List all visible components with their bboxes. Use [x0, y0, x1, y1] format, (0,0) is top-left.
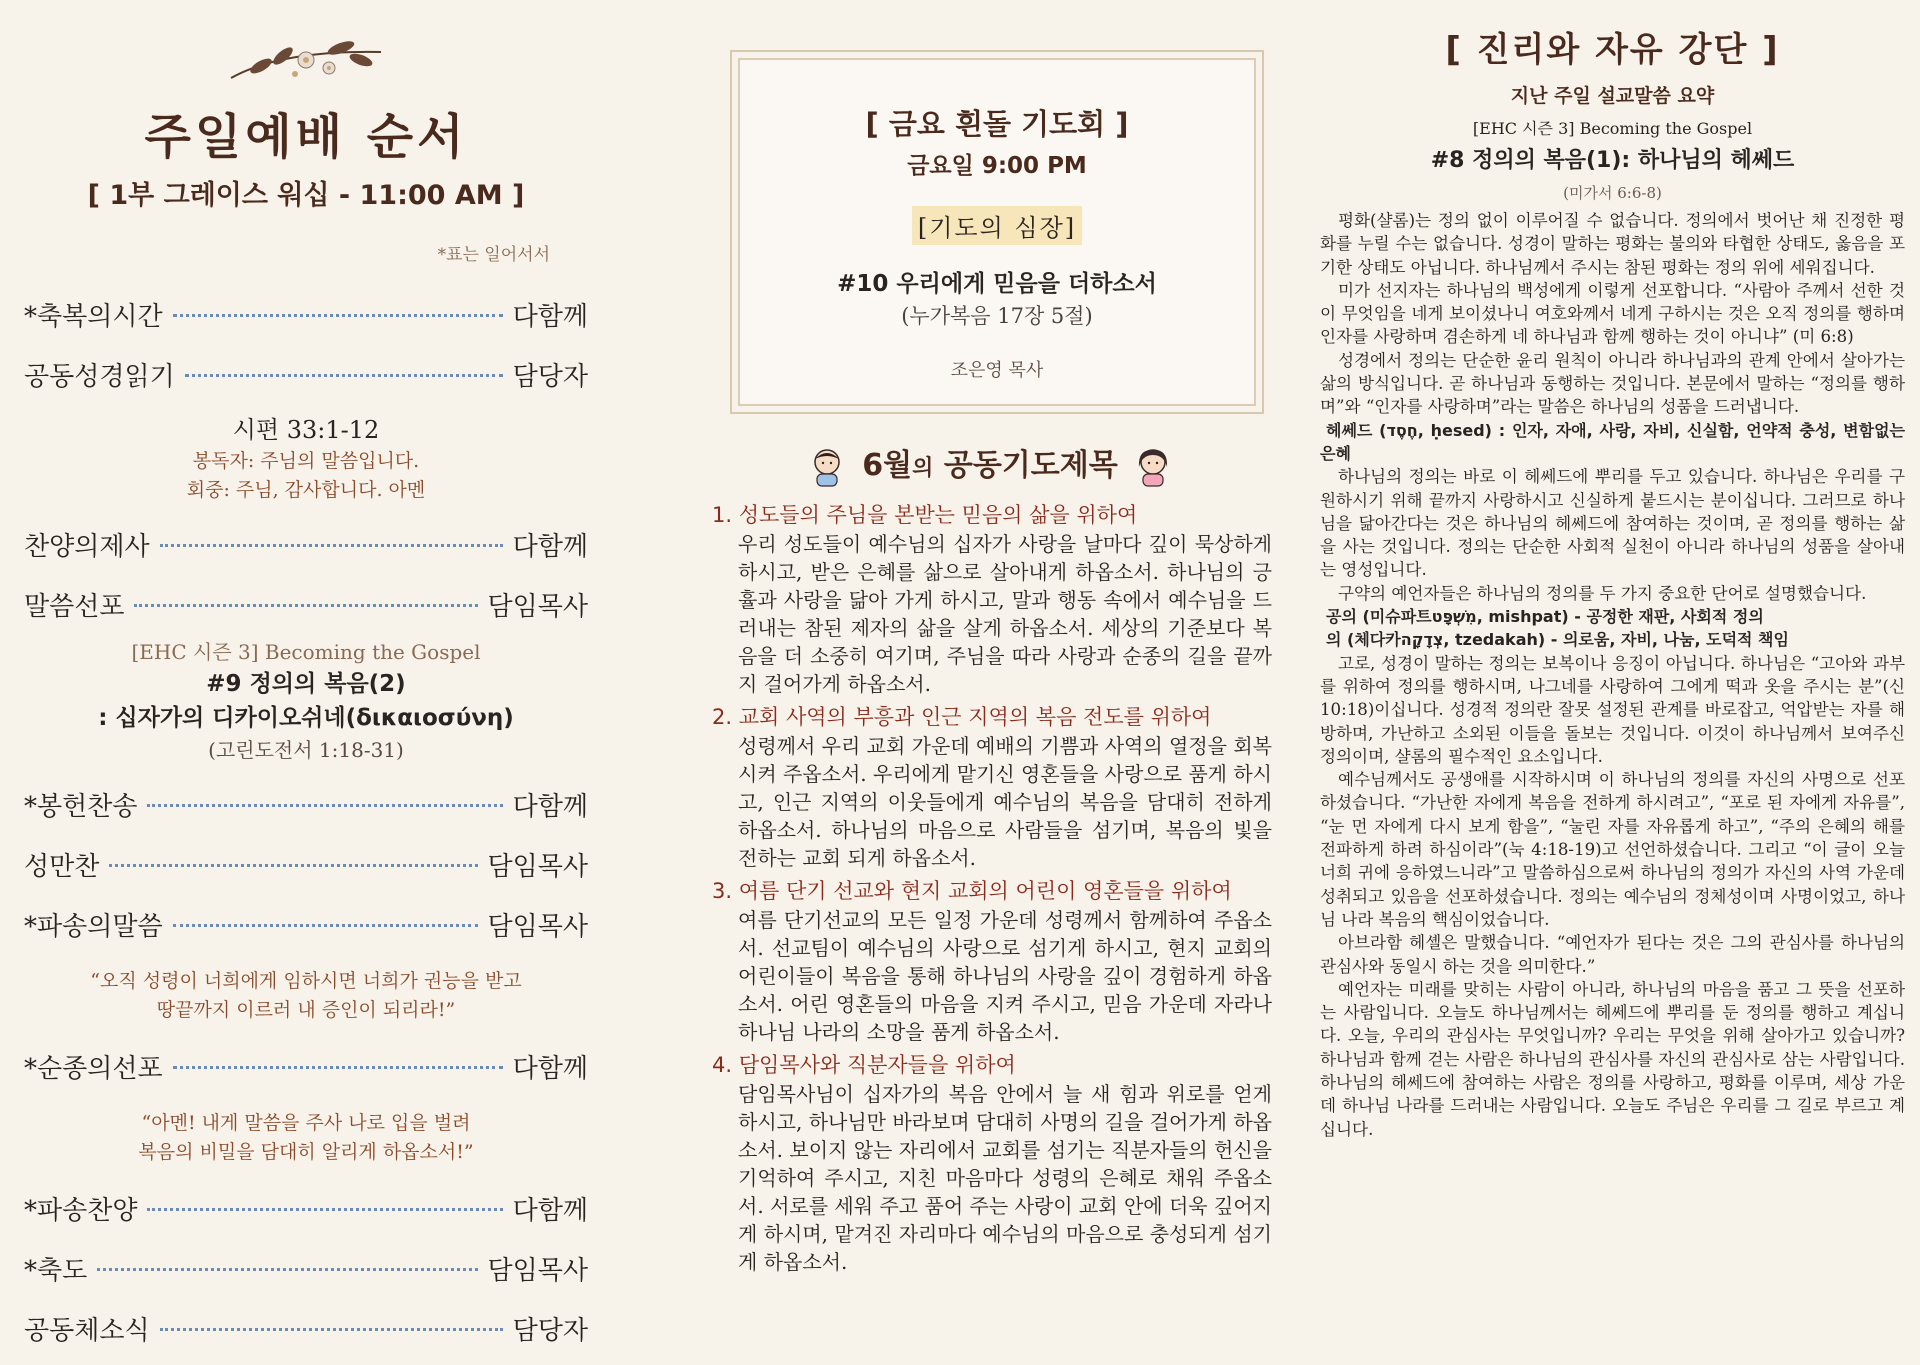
prayer-item-body: 담임목사님이 십자가의 복음 안에서 늘 새 힘과 위로를 얻게 하시고, 하나님만 바라보며 담대히 사명의 길을 걸어가게 하옵소서. 보이지 않는 자리에서 교회를 섬기는 직분자들의 헌신을 기억하여 주시고, 지친 마음마다 성령의 은혜로 채워 주옵소서. 서로를 세워 주고 품어 주는 사랑이 교회 안에 더욱 깊어지게 하시며, 맡겨진 자리마다 예수님의 마음으로 충성되게 섬기게 하옵소서.: [738, 1082, 1272, 1274]
order-label: 성만찬: [24, 852, 100, 882]
order-leader: 담임목사: [487, 592, 588, 622]
leader-dots: [160, 544, 503, 547]
sermon-ref: (고린도전서 1:18-31): [208, 738, 404, 762]
worship-order-column: [0, 0, 610, 1365]
prayer-item: [712, 702, 1272, 872]
order-row: [24, 517, 588, 577]
leader-dots: [109, 864, 477, 867]
obedience-quote: [24, 1109, 588, 1167]
order-label: *파송의말씀: [24, 912, 163, 942]
order-row: [24, 777, 588, 837]
leader-dots: [173, 924, 478, 927]
service-subtitle: [ 1부 그레이스 워십 - 11:00 AM ]: [87, 180, 525, 211]
summary-paragraph: 평화(샬롬)는 정의 없이 이루어질 수 없습니다. 정의에서 벗어난 채 진정한 평화를 누릴 수는 없습니다. 성경이 말하는 평화는 불의와 타협한 상태도, 옳음을 포기한 상태도 아닙니다. 하나님께서 주시는 참된 평화는 정의 위에 세워집니다.: [1320, 211, 1905, 277]
summary-paragraph: 예언자는 미래를 맞히는 사람이 아니라, 하나님의 마음을 품고 그 뜻을 선포하는 사람입니다. 오늘도 하나님께서는 헤쎄드에 뿌리를 둔 정의를 행하고 계십니다. 오늘, 우리의 관심사는 무엇입니까? 우리는 무엇을 위해 살아가고 있습니까? 하나님과 함께 걷는 사람은 하나님의 관심사를 자신의 관심사로 삼는 사람입니다. 하나님의 헤쎄드에 참여하는 사람은 정의를 사랑하고, 평화를 이루며, 세상 가운데 하나님 나라를 드러내는 사람입니다. 오늘도 주님은 우리를 그 길로 부르고 계십니다.: [1320, 979, 1905, 1139]
prayer-item-body: 우리 성도들이 예수님의 십자가 사랑을 날마다 깊이 묵상하게 하시고, 받은 은혜를 삶으로 살아내게 하옵소서. 하나님의 긍휼과 사랑을 닮아 가게 하시고, 말과 행동 속에서 예수님을 드러내는 참된 제자의 삶을 살게 하옵소서. 세상의 기준보다 복음을 더 소중히 여기며, 주님을 따라 사랑과 순종의 길을 끝까지 걸어가게 하옵소서.: [738, 532, 1272, 696]
prayer-heading-text: 공동기도제목: [943, 448, 1118, 483]
order-leader: 담당자: [512, 362, 588, 392]
order-label: *파송찬양: [24, 1196, 138, 1226]
order-row: [24, 287, 588, 347]
order-leader: 담당자: [512, 1316, 588, 1346]
order-row: [24, 1241, 588, 1301]
page-title: 주일예배 순서: [144, 109, 468, 165]
psalm-title: 시편 33:1-12: [232, 416, 380, 444]
prayer-item: [712, 1050, 1272, 1276]
prayer-heading: [700, 440, 1280, 487]
order-leader: 다함께: [512, 1196, 588, 1226]
friday-pastor: 조은영 목사: [950, 360, 1044, 381]
order-label: 공동체소식: [24, 1316, 150, 1346]
psalm-line: 봉독자: 주님의 말씀입니다.: [192, 450, 420, 472]
prayer-column: [700, 0, 1280, 1365]
friday-title: [ 금요 흰돌 기도회 ]: [865, 107, 1129, 141]
sermon-info: [24, 637, 588, 765]
summary-definition: 공의 (미슈파트מִשְׁפָּט, mishpat) - 공정한 재판, 사회적 정의: [1326, 607, 1764, 627]
order-leader: 담임목사: [487, 852, 588, 882]
summary-paragraph: 미가 선지자는 하나님의 백성에게 이렇게 선포합니다. “사람아 주께서 선한 것이 무엇임을 네게 보이셨나니 여호와께서 네게 구하시는 것은 오직 정의를 행하며 인자를 사랑하며 겸손하게 네 하나님과 함께 행하는 것이 아니냐” (미 6:8): [1320, 280, 1905, 347]
leader-dots: [185, 374, 503, 377]
summary-title: [ 진리와 자유 강단 ]: [1445, 30, 1780, 70]
leader-dots: [134, 604, 477, 607]
friday-message: #10 우리에게 믿음을 더하소서: [837, 271, 1157, 297]
summary-definition: 의 (체다카צְדָקָה, tzedakah) - 의로움, 자비, 나눔, 도덕적 책임: [1326, 630, 1789, 650]
order-row: [24, 1039, 588, 1099]
prayer-item: [712, 500, 1272, 698]
order-label: 공동성경읽기: [24, 362, 175, 392]
prayer-item-body: 성령께서 우리 교회 가운데 예배의 기쁨과 사역의 열정을 회복시켜 주옵소서. 우리에게 맡기신 영혼들을 사랑으로 품게 하시고, 인근 지역의 이웃들에게 예수님의 복음을 담대히 전하게 하옵소서. 하나님의 마음으로 사람들을 섬기며, 복음의 빛을 전하는 교회 되게 하옵소서.: [738, 734, 1272, 870]
prayer-item-body: 여름 단기선교의 모든 일정 가운데 성령께서 함께하여 주옵소서. 선교팀이 예수님의 사랑으로 섬기게 하시고, 현지 교회의 어린이들이 복음을 통해 하나님의 사랑을 깊이 경험하게 하옵소서. 어린 영혼들의 마음을 지켜 주시고, 믿음 가운데 자라나 하나님 나라의 소망을 품게 하옵소서.: [738, 908, 1272, 1044]
quote-line: “오직 성령이 너희에게 임하시면 너희가 권능을 받고: [90, 970, 522, 992]
sending-quote: [24, 967, 588, 1025]
order-leader: 다함께: [512, 302, 588, 332]
leader-dots: [97, 1268, 477, 1271]
summary-message: #8 정의의 복음(1): 하나님의 헤쎄드: [1430, 148, 1795, 173]
leader-dots: [173, 314, 503, 317]
leader-dots: [147, 1208, 502, 1211]
summary-series: [EHC 시즌 3] Becoming the Gospel: [1472, 119, 1753, 138]
order-label: *축복의시간: [24, 302, 163, 332]
friday-time: 금요일 9:00 PM: [907, 153, 1087, 179]
friday-tag: [기도의 심장]: [912, 206, 1082, 245]
order-label: 말씀선포: [24, 592, 125, 622]
floral-decoration-icon: [221, 30, 391, 92]
order-leader: 다함께: [512, 1054, 588, 1084]
quote-line: “아멘! 내게 말씀을 주사 나로 입을 벌려: [141, 1112, 471, 1134]
summary-subtitle: 지난 주일 설교말씀 요약: [1510, 85, 1715, 107]
summary-paragraph: 하나님의 정의는 바로 이 헤쎄드에 뿌리를 두고 있습니다. 하나님은 우리를 구원하시기 위해 끝까지 사랑하시고 신실하게 붙드시는 분이십니다. 그러므로 하나님을 닮아간다는 것은 하나님의 헤쎄드에 참여하는 것이며, 곧 정의를 행하는 삶을 사는 것입니다. 정의는 단순한 사회적 실천이 아니라 하나님의 성품을 살아내는 영성입니다.: [1320, 467, 1905, 580]
sermon-summary-column: [1320, 0, 1905, 1365]
friday-prayer-box: [730, 50, 1264, 414]
quote-line: 땅끝까지 이르러 내 증인이 되리라!”: [156, 999, 456, 1021]
prayer-item-title: 1. 성도들의 주님을 본받는 믿음의 삶을 위하여: [712, 503, 1138, 527]
order-label: 찬양의제사: [24, 532, 150, 562]
order-label: *순종의선포: [24, 1054, 163, 1084]
order-leader: 다함께: [512, 792, 588, 822]
prayer-item: [712, 876, 1272, 1046]
praying-boy-icon: [808, 447, 846, 487]
order-label: *봉헌찬송: [24, 792, 138, 822]
leader-dots: [147, 804, 502, 807]
friday-ref: (누가복음 17장 5절): [901, 304, 1093, 328]
summary-paragraph: 예수님께서도 공생애를 시작하시며 이 하나님의 정의를 자신의 사명으로 선포하셨습니다. “가난한 자에게 복음을 전하게 하시려고”, “포로 된 자에게 자유를”, “눈 먼 자에게 다시 보게 함을”, “눌린 자를 자유롭게 하고”, “주의 은혜의 해를 전파하게 하려 하심이라”(눅 4:18-19)고 선언하셨습니다. 그리고 “이 글이 오늘 너희 귀에 응하였느니라”고 말씀하심으로써 하나님의 정의가 자신의 사역 가운데 성취되고 있음을 선포하셨습니다. 정의는 예수님의 정체성이며 사명이었고, 하나님 나라 복음의 핵심이었습니다.: [1320, 770, 1905, 929]
leader-dots: [160, 1328, 503, 1331]
prayer-heading-month: 6월: [862, 448, 913, 483]
order-leader: 담임목사: [487, 912, 588, 942]
summary-body: [1320, 209, 1905, 1141]
summary-paragraph: 성경에서 정의는 단순한 윤리 원칙이 아니라 하나님과의 관계 안에서 살아가는 삶의 방식입니다. 곧 하나님과 동행하는 것입니다. 본문에서 말하는 “정의를 행하며”와 “인자를 사랑하며”라는 말씀은 하나님의 성품을 드러냅니다.: [1320, 350, 1905, 417]
summary-paragraph: 구약의 예언자들은 하나님의 정의를 두 가지 중요한 단어로 설명했습니다.: [1338, 583, 1867, 603]
order-row: [24, 837, 588, 897]
praying-girl-icon: [1134, 447, 1172, 487]
order-row: [24, 1301, 588, 1361]
prayer-item-title: 3. 여름 단기 선교와 현지 교회의 어린이 영혼들을 위하여: [712, 879, 1232, 903]
order-row: [24, 347, 588, 407]
order-row: [24, 1181, 588, 1241]
order-leader: 담임목사: [487, 1256, 588, 1286]
order-row: [24, 897, 588, 957]
quote-line: 복음의 비밀을 담대히 알리게 하옵소서!”: [138, 1141, 474, 1163]
summary-paragraph: 고로, 성경이 말하는 정의는 보복이나 응징이 아닙니다. 하나님은 “고아와 과부를 위하여 정의를 행하시며, 나그네를 사랑하여 그에게 떡과 옷을 주시는 분”(신 10:18)이십니다. 성경적 정의란 잘못 설정된 관계를 바로잡고, 억압받는 자를 해방하며, 가난하고 소외된 이들을 돌보는 것입니다. 이것이 하나님께서 보여주신 정의이며, 샬롬의 필수적인 요소입니다.: [1320, 653, 1905, 766]
summary-paragraph: 아브라함 헤셸은 말했습니다. “예언자가 된다는 것은 그의 관심사를 하나님의 관심사와 동일시 하는 것을 의미한다.”: [1320, 933, 1905, 976]
prayer-list: [712, 500, 1272, 1280]
summary-ref: (미가서 6:6-8): [1563, 184, 1662, 202]
standing-note: *표는 일어서서: [437, 245, 550, 265]
psalm-line: 회중: 주님, 감사합니다. 아멘: [186, 479, 426, 501]
sermon-title: #9 정의의 복음(2): [206, 671, 406, 697]
prayer-item-title: 2. 교회 사역의 부흥과 인근 지역의 복음 전도를 위하여: [712, 705, 1212, 729]
prayer-item-title: 4. 담임목사와 직분자들을 위하여: [712, 1053, 1016, 1077]
order-label: *축도: [24, 1256, 88, 1286]
psalm-reading: [24, 413, 588, 505]
order-row: [24, 577, 588, 637]
summary-definition: 헤쎄드 (חֶסֶד, ḥesed) : 인자, 자애, 사랑, 자비, 신실함, 언약적 충성, 변함없는 은혜: [1320, 420, 1905, 463]
prayer-heading-particle: 의: [912, 456, 934, 481]
sermon-title: : 십자가의 디카이오쉬네(δικαιοσύνη): [98, 705, 514, 731]
sermon-series: [EHC 시즌 3] Becoming the Gospel: [131, 640, 481, 664]
order-leader: 다함께: [512, 532, 588, 562]
leader-dots: [173, 1066, 503, 1069]
